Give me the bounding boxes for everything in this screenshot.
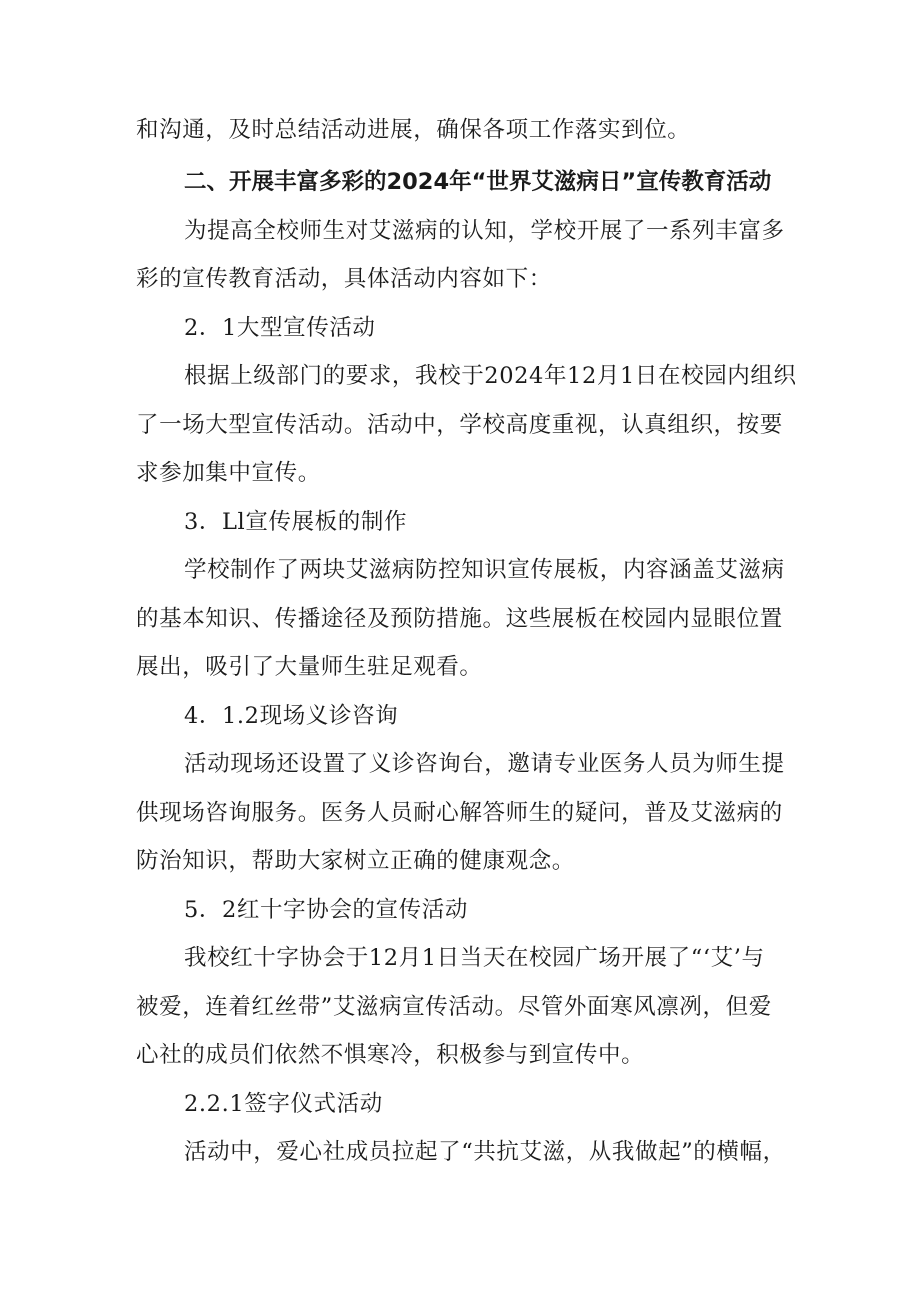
paragraph-4-line-1: 活动现场还设置了义诊咨询台，邀请专业医务人员为师生提 xyxy=(184,751,785,777)
subheading-2-1: 2．1大型宣传活动 xyxy=(184,315,376,341)
subheading-4-1-2: 4．1.2现场义诊咨询 xyxy=(184,703,399,729)
paragraph-3-line-1: 学校制作了两块艾滋病防控知识宣传展板，内容涵盖艾滋病 xyxy=(184,557,785,583)
section-heading-2: 二、开展丰富多彩的2024年“世界艾滋病日”宣传教育活动 xyxy=(184,169,772,195)
paragraph-3-line-2: 的基本知识、传播途径及预防措施。这些展板在校园内显眼位置 xyxy=(136,606,783,632)
paragraph-2-1-line-3: 求参加集中宣传。 xyxy=(136,460,321,486)
paragraph-3-line-3: 展出，吸引了大量师生驻足观看。 xyxy=(136,654,483,680)
paragraph-4-line-2: 供现场咨询服务。医务人员耐心解答师生的疑问，普及艾滋病的 xyxy=(136,800,783,826)
body-line-continuation: 和沟通，及时总结活动进展，确保各项工作落实到位。 xyxy=(136,117,691,143)
paragraph-intro-line-1: 为提高全校师生对艾滋病的认知，学校开展了一系列丰富多 xyxy=(184,218,785,244)
paragraph-5-line-3: 心社的成员们依然不惧寒冷，积极参与到宣传中。 xyxy=(136,1042,645,1068)
paragraph-5-line-1: 我校红十字协会于12月1日当天在校园广场开展了“‘艾’与 xyxy=(184,945,765,971)
paragraph-2-1-line-1: 根据上级部门的要求，我校于2024年12月1日在校园内组织 xyxy=(184,363,797,389)
paragraph-intro-line-2: 彩的宣传教育活动，具体活动内容如下： xyxy=(136,266,552,292)
paragraph-4-line-3: 防治知识，帮助大家树立正确的健康观念。 xyxy=(136,848,575,874)
paragraph-6-line-1: 活动中，爱心社成员拉起了“共抗艾滋，从我做起”的横幅， xyxy=(184,1139,786,1165)
paragraph-2-1-line-2: 了一场大型宣传活动。活动中，学校高度重视，认真组织，按要 xyxy=(136,412,783,438)
subheading-2-2-1: 2.2.1签字仪式活动 xyxy=(184,1091,383,1117)
paragraph-5-line-2: 被爱，连着红丝带”艾滋病宣传活动。尽管外面寒风凛冽，但爱 xyxy=(136,994,772,1020)
subheading-5-2: 5．2红十字协会的宣传活动 xyxy=(184,897,468,923)
subheading-3-1-1: 3．Ll宣传展板的制作 xyxy=(184,509,408,535)
